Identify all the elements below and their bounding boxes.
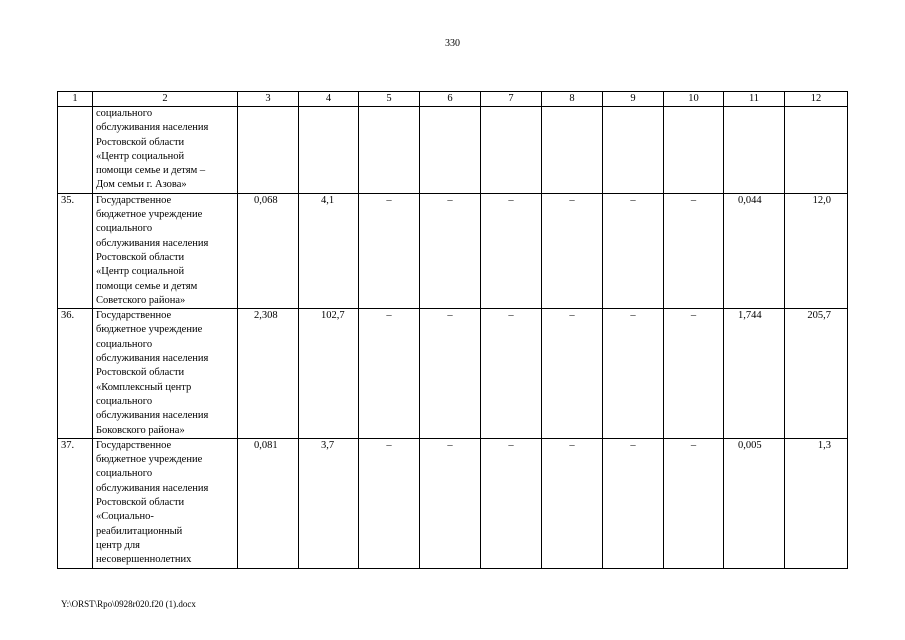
row-number: 35. bbox=[58, 193, 93, 308]
institution-name-line: Ростовской области bbox=[96, 497, 185, 509]
column-header-12: 12 bbox=[785, 92, 848, 107]
table-row bbox=[58, 107, 848, 194]
institution-name-line: Государственное bbox=[96, 310, 172, 322]
column-header-7: 7 bbox=[481, 92, 542, 107]
value-cell-col-8: – bbox=[542, 193, 603, 308]
value-cell-col-10: – bbox=[664, 193, 724, 308]
column-header-11: 11 bbox=[724, 92, 785, 107]
value-cell-col-5: – bbox=[359, 438, 420, 568]
column-header-8: 8 bbox=[542, 92, 603, 107]
value-cell-col-10: – bbox=[664, 438, 724, 568]
column-header-5: 5 bbox=[359, 92, 420, 107]
value-cell-col-11: 1,744 bbox=[724, 309, 785, 439]
institution-name-line: Ростовской области bbox=[96, 367, 185, 379]
value-cell-col-5: – bbox=[359, 309, 420, 439]
value-cell-col-7: – bbox=[481, 309, 542, 439]
value-cell-col-8 bbox=[542, 107, 603, 194]
institution-name-line: Советского района» bbox=[96, 294, 186, 306]
value-cell-col-4: 102,7 bbox=[299, 309, 359, 439]
institution-name-line: социального bbox=[96, 223, 153, 235]
institution-name-line: бюджетное учреждение bbox=[96, 209, 203, 221]
institution-name bbox=[93, 193, 238, 308]
value-cell-col-10: – bbox=[664, 309, 724, 439]
row-number bbox=[58, 107, 93, 194]
institution-name-line: социального bbox=[96, 468, 153, 480]
institution-name-line: обслуживания населения bbox=[96, 237, 209, 249]
column-header-2: 2 bbox=[93, 92, 238, 107]
institution-name bbox=[93, 309, 238, 439]
table-body bbox=[58, 107, 848, 569]
value-cell-col-9: – bbox=[603, 309, 664, 439]
institution-name-line: «Центр социальной bbox=[96, 150, 185, 162]
value-cell-col-12: 12,0 bbox=[785, 193, 848, 308]
institution-name-line: обслуживания населения bbox=[96, 353, 209, 365]
institution-name-line: «Центр социальной bbox=[96, 266, 185, 278]
institution-name-line: Государственное bbox=[96, 194, 172, 206]
value-cell-col-3 bbox=[238, 107, 299, 194]
institution-name-line: «Социально- bbox=[96, 511, 154, 523]
value-cell-col-12 bbox=[785, 107, 848, 194]
value-cell-col-8: – bbox=[542, 309, 603, 439]
value-cell-col-6: – bbox=[420, 309, 481, 439]
value-cell-col-10 bbox=[664, 107, 724, 194]
table-row bbox=[58, 309, 848, 439]
table-row bbox=[58, 193, 848, 308]
footer-file-path: Y:\ORST\Rpo\0928r020.f20 (1).docx bbox=[61, 599, 196, 609]
institution-name-line: «Комплексный центр bbox=[96, 381, 192, 393]
data-table bbox=[57, 91, 848, 569]
institution-name-line: Ростовской области bbox=[96, 136, 185, 148]
value-cell-col-4: 3,7 bbox=[299, 438, 359, 568]
institution-name-line: реабилитационный bbox=[96, 525, 183, 537]
value-cell-col-5 bbox=[359, 107, 420, 194]
institution-name bbox=[93, 438, 238, 568]
value-cell-col-7 bbox=[481, 107, 542, 194]
table-row bbox=[58, 438, 848, 568]
value-cell-col-3: 0,068 bbox=[238, 193, 299, 308]
value-cell-col-4: 4,1 bbox=[299, 193, 359, 308]
value-cell-col-12: 205,7 bbox=[785, 309, 848, 439]
value-cell-col-7: – bbox=[481, 193, 542, 308]
institution-name-line: несовершеннолетних bbox=[96, 554, 192, 566]
institution-name-line: бюджетное учреждение bbox=[96, 454, 203, 466]
institution-name-line: Дом семьи г. Азова» bbox=[96, 179, 187, 191]
value-cell-col-9: – bbox=[603, 438, 664, 568]
column-header-3: 3 bbox=[238, 92, 299, 107]
value-cell-col-5: – bbox=[359, 193, 420, 308]
institution-name-line: бюджетное учреждение bbox=[96, 324, 203, 336]
value-cell-col-12: 1,3 bbox=[785, 438, 848, 568]
value-cell-col-11: 0,005 bbox=[724, 438, 785, 568]
institution-name-line: социального bbox=[96, 338, 153, 350]
institution-name-line: помощи семье и детям bbox=[96, 280, 198, 292]
institution-name-line: обслуживания населения bbox=[96, 410, 209, 422]
value-cell-col-6: – bbox=[420, 438, 481, 568]
institution-name-line: обслуживания населения bbox=[96, 122, 209, 134]
institution-name-line: Боковского района» bbox=[96, 424, 185, 436]
institution-name-line: помощи семье и детям – bbox=[96, 165, 206, 177]
institution-name-line: центр для bbox=[96, 539, 140, 551]
value-cell-col-3: 0,081 bbox=[238, 438, 299, 568]
column-header-4: 4 bbox=[299, 92, 359, 107]
value-cell-col-6 bbox=[420, 107, 481, 194]
value-cell-col-8: – bbox=[542, 438, 603, 568]
header-row bbox=[58, 92, 848, 107]
row-number: 36. bbox=[58, 309, 93, 439]
institution-name-line: Ростовской области bbox=[96, 251, 185, 263]
institution-name-line: обслуживания населения bbox=[96, 482, 209, 494]
value-cell-col-6: – bbox=[420, 193, 481, 308]
column-header-9: 9 bbox=[603, 92, 664, 107]
page-number: 330 bbox=[445, 38, 460, 49]
institution-name bbox=[93, 107, 238, 194]
value-cell-col-4 bbox=[299, 107, 359, 194]
value-cell-col-9 bbox=[603, 107, 664, 194]
institution-name-line: Государственное bbox=[96, 439, 172, 451]
column-header-10: 10 bbox=[664, 92, 724, 107]
value-cell-col-11 bbox=[724, 107, 785, 194]
column-header-1: 1 bbox=[58, 92, 93, 107]
institution-name-line: социального bbox=[96, 395, 153, 407]
row-number: 37. bbox=[58, 438, 93, 568]
column-header-6: 6 bbox=[420, 92, 481, 107]
value-cell-col-9: – bbox=[603, 193, 664, 308]
value-cell-col-3: 2,308 bbox=[238, 309, 299, 439]
institution-name-line: социального bbox=[96, 108, 153, 119]
value-cell-col-11: 0,044 bbox=[724, 193, 785, 308]
value-cell-col-7: – bbox=[481, 438, 542, 568]
